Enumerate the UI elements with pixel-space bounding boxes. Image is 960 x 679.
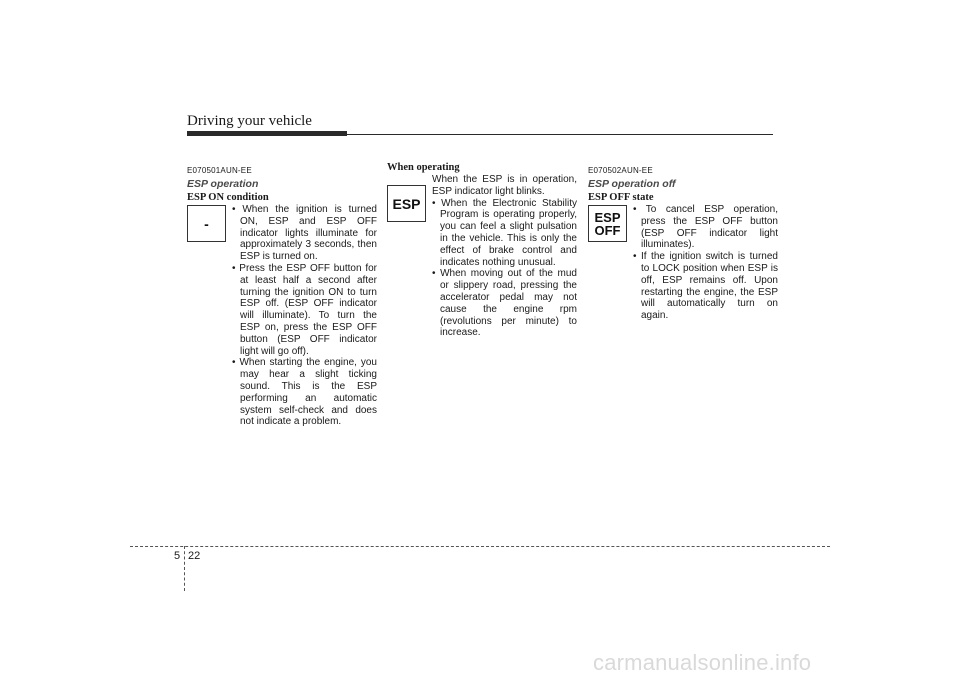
list-item: • If the ignition switch is turned to LOCK position when ESP is off, ESP remains off. Upon restarting the engine, the ESP will automatically turn on again.	[633, 251, 778, 322]
column-esp-off	[588, 162, 778, 322]
section-code: E070501AUN-EE	[187, 166, 252, 175]
esp-indicator-icon: ESP	[387, 185, 426, 222]
when-operating-text	[432, 174, 577, 339]
header-accent-bar	[187, 131, 347, 136]
header-rule	[347, 134, 773, 135]
esp-off-body	[588, 204, 778, 322]
esp-on-body	[187, 204, 377, 428]
list-item: • When the Electronic Stability Program is operating properly, you can feel a slight pulsation in the vehicle. This is only the effect of brake control and indicates nothing unusual.	[432, 198, 577, 269]
list-item: • When starting the engine, you may hear a slight ticking sound. This is the ESP performing an automatic system self-check and does not indicate a problem.	[232, 357, 377, 428]
section-number: 5	[174, 550, 181, 562]
esp-off-indicator-icon	[588, 205, 627, 242]
esp-off-bullets	[633, 204, 778, 322]
site-watermark: carmanualsonline.info	[593, 650, 812, 675]
list-item: • When moving out of the mud or slippery road, pressing the accelerator pedal may not cause the engine rpm (revolutions per minute) to increase.	[432, 268, 577, 339]
when-operating-body	[387, 174, 577, 339]
page-header-title: Driving your vehicle	[187, 113, 312, 129]
column-esp-on	[187, 162, 377, 428]
column-when-operating	[387, 162, 577, 339]
esp-off-icon-line1: ESP	[594, 209, 621, 225]
esp-on-indicator-icon: -	[187, 205, 226, 242]
list-item: • Press the ESP OFF button for at least half a second after turning the ignition ON to turn ESP off. (ESP OFF indicator will illuminate). To turn the ESP on, press the ESP OFF button (ESP OFF indicator light will go off).	[232, 263, 377, 357]
section-code: E070502AUN-EE	[588, 166, 653, 175]
page-number: 22	[188, 550, 201, 562]
list-item: • To cancel ESP operation, press the ESP OFF button (ESP OFF indicator light illuminates).	[633, 204, 778, 251]
list-item: • When the ignition is turned ON, ESP and ESP OFF indicator lights illuminate for approximately 3 seconds, then ESP is turned on.	[232, 204, 377, 263]
esp-off-icon-line2: OFF	[594, 222, 621, 238]
intro-paragraph: When the ESP is in operation, ESP indicator light blinks.	[432, 174, 577, 197]
subsection-title: ESP OFF state	[588, 192, 654, 203]
esp-on-bullets	[232, 204, 377, 428]
footer-dashed-rule	[130, 546, 830, 547]
footer-dashed-divider	[184, 546, 185, 591]
subsection-title: ESP ON condition	[187, 192, 269, 203]
section-title: ESP operation off	[588, 178, 676, 190]
subsection-title: When operating	[387, 162, 460, 173]
section-title: ESP operation	[187, 178, 259, 190]
